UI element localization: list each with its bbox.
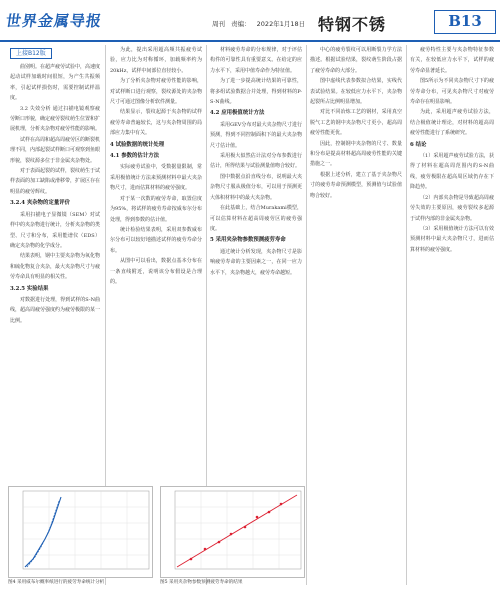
continued-from-tag: 上接B12版 bbox=[10, 48, 52, 59]
section-heading: 5 采用夹杂物参数预测疲劳寿命 bbox=[210, 237, 286, 244]
paragraph: 试样在高周和超高周疲劳区的断裂机理不同，内部起裂试样断口可观察到鱼眼形貌，裂纹源多位于非金属夹杂物处。 bbox=[10, 136, 100, 164]
article-column-1 bbox=[10, 62, 100, 482]
figure-4 bbox=[8, 486, 153, 578]
page-number: B13 bbox=[434, 10, 496, 34]
article-column-3 bbox=[210, 45, 302, 465]
subsection-heading: 4.1 参数的估计方法 bbox=[110, 153, 159, 160]
figure-4-plot bbox=[9, 487, 154, 579]
weekday: 周刊 bbox=[212, 20, 225, 28]
paragraph: 对于表面起裂的试样，裂纹萌生于试样表面的加工缺陷或滑移带，扩展区存在明显的疲劳辉纹。 bbox=[10, 168, 100, 195]
section-heading: 4.2 应用极值统计方法 bbox=[210, 110, 265, 117]
paragraph: 为此，采用超声疲劳试验方法，结合极值统计理论，对材料的超高周疲劳性能进行了系统研究。 bbox=[410, 109, 494, 137]
paragraph: 疲劳特性主要与夹杂物特征参数有关，在较低应力水平下，试样的疲劳寿命显著延长。 bbox=[410, 47, 494, 74]
masthead-rule bbox=[0, 40, 500, 42]
paragraph: 从图中可以看出，数据点基本分布在一条直线附近，说明该分布假设是合理的。 bbox=[110, 258, 202, 285]
paragraph: 材料疲劳寿命的分布规律，对于评估构件的可靠性具有重要意义。在给定的应力水平下，采用中值寿命作为特征值。 bbox=[210, 47, 302, 74]
paragraph: 根据上述分析，建立了基于夹杂物尺寸的疲劳寿命预测模型，预测值与试验值吻合较好。 bbox=[310, 171, 402, 199]
paragraph: 结果表明，钢中主要夹杂物为氧化物和硫化物复合夹杂，最大夹杂物尺寸与疲劳寿命具有明显的相关性。 bbox=[10, 253, 100, 281]
paragraph: 采用扫描电子显微镜（SEM）对试样中的夹杂物进行统计，分析夹杂物的类型、尺寸和分布，采用能谱仪（EDS）确定夹杂物的化学成分。 bbox=[10, 211, 100, 249]
figure-5-plot bbox=[161, 487, 306, 579]
paragraph: 通过统计分析发现，夹杂物尺寸是影响疲劳寿命的主要因素之一，在同一应力水平下，夹杂物越大，疲劳寿命越短。 bbox=[210, 248, 302, 276]
paragraph: 中心的疲劳裂纹可以用断裂力学方法描述。根据试验结果，裂纹萌生阶段占据了疲劳寿命的大部分。 bbox=[310, 47, 402, 74]
paragraph: （3）采用极值统计方法可以有效预测材料中最大夹杂物尺寸，进而估算材料的疲劳强度。 bbox=[410, 225, 494, 253]
section-title: 特钢不锈 bbox=[318, 15, 387, 34]
figure-5 bbox=[160, 486, 305, 578]
paragraph: 图5所示为不同夹杂物尺寸下的疲劳寿命分布，可见夹杂物尺寸对疲劳寿命存在明显影响。 bbox=[410, 78, 494, 106]
paragraph: 对于某一次数的疲劳寿命，取置信度为95%，将试样的疲劳寿命按威布尔分布处理，得到参数的估计值。 bbox=[110, 195, 202, 223]
paragraph: 对比不同冶炼工艺的钢材，采用真空脱气工艺的钢中夹杂物尺寸更小，超高周疲劳性能更优。 bbox=[310, 109, 402, 137]
paragraph: 对数据进行处理，得到试样的S-N曲线，超高周疲劳强度约为疲劳极限的某一比例。 bbox=[10, 296, 100, 324]
section-heading: 3.2.4 夹杂物的定量评价 bbox=[10, 200, 71, 207]
issue-date: 2022年1月18日 bbox=[256, 20, 306, 28]
paragraph: 图中虚线代表参数拟合结果，实线代表试验结果。在较低应力水平下，夹杂物起裂所占比例明显增加。 bbox=[310, 78, 402, 106]
newspaper-logo: 世界金属导报 bbox=[4, 12, 104, 30]
column-divider bbox=[306, 45, 307, 585]
edition-editor: 责编： bbox=[231, 20, 251, 28]
paragraph: 在此基础上，结合Murakami模型，可以估算材料在超高周疲劳区的疲劳强度。 bbox=[210, 205, 302, 232]
figure-5-caption: 图5 采用夹杂物参数预测疲劳寿命的结果 bbox=[160, 580, 243, 585]
edition-info bbox=[212, 19, 309, 28]
paragraph: 为此，提出采用超高频共振疲劳试验，应力比为对称循环，加载频率约为20kHz，试样中间部位直径较小。 bbox=[110, 47, 202, 74]
article-column-4 bbox=[310, 45, 402, 583]
masthead bbox=[0, 0, 500, 42]
paragraph: 图中数据点沿直线分布，说明最大夹杂物尺寸服从极值分布，可以用于预测更大体积材料中的最大夹杂物。 bbox=[210, 173, 302, 201]
paragraph: 为了进一步提高统计结果的可靠性，将多组试验数据合并处理，得到材料的P-S-N曲线。 bbox=[210, 78, 302, 106]
paragraph: 因此，控制钢中夹杂物的尺寸、数量和分布是提高材料超高周疲劳性能的关键措施之一。 bbox=[310, 140, 402, 168]
paragraph: 曲别明。在超声疲劳试验中，高速度起动试样加载时间很短，为产生共振频率，引起试样损伤时，需要控制试样温度。 bbox=[10, 64, 100, 102]
paragraph: 实际疲劳试验中，受数据量限制，常采用极值统计方法来预测材料中最大夹杂物尺寸，进而估算材料的疲劳强度。 bbox=[110, 164, 202, 192]
paragraph: 结果显示，裂纹起源于夹杂物的试样疲劳寿命普遍较长，这与夹杂物周围的局部应力集中有关。 bbox=[110, 109, 202, 137]
article-column-2 bbox=[110, 45, 202, 465]
paragraph: 采用极大似然估计法对分布参数进行估计，所得结果与试验测量值吻合较好。 bbox=[210, 153, 302, 170]
paragraph: 统计检验结果表明，采用双参数威布尔分布可以较好地描述试样的疲劳寿命分布。 bbox=[110, 226, 202, 254]
paragraph: 采用GEV分布对最大夹杂物尺寸进行预测，得到不同控制面积下的最大夹杂物尺寸估计值。 bbox=[210, 121, 302, 149]
paragraph: 为了分析夹杂物对疲劳性能的影响，对试样断口进行观察，裂纹源处的夹杂物尺寸可通过图像分析软件测量。 bbox=[110, 78, 202, 106]
article-column-5 bbox=[410, 45, 494, 583]
paragraph: （1）采用超声疲劳试验方法，获得了材料在超高周范围内的S-N曲线，疲劳极限在超高周区域仍存在下降趋势。 bbox=[410, 153, 494, 191]
column-divider bbox=[406, 45, 407, 585]
figure-4-caption: 图4 采用威布尔概率纸进行的疲劳寿命统计分析 bbox=[8, 580, 105, 585]
paragraph: （2）内部夹杂物是导致超高周疲劳失效的主要原因，疲劳裂纹多起源于试样内部的非金属夹杂物。 bbox=[410, 194, 494, 222]
section-heading: 6 结论 bbox=[410, 141, 427, 148]
paragraph: 3.2 失效分析 通过扫描电镜观察疲劳断口形貌，确定疲劳裂纹萌生位置和扩展机理，分析夹杂物对疲劳性能的影响。 bbox=[10, 105, 100, 133]
section-heading: 4 试验数据的统计处理 bbox=[110, 141, 165, 148]
section-heading: 3.2.5 实验结果 bbox=[10, 285, 49, 292]
